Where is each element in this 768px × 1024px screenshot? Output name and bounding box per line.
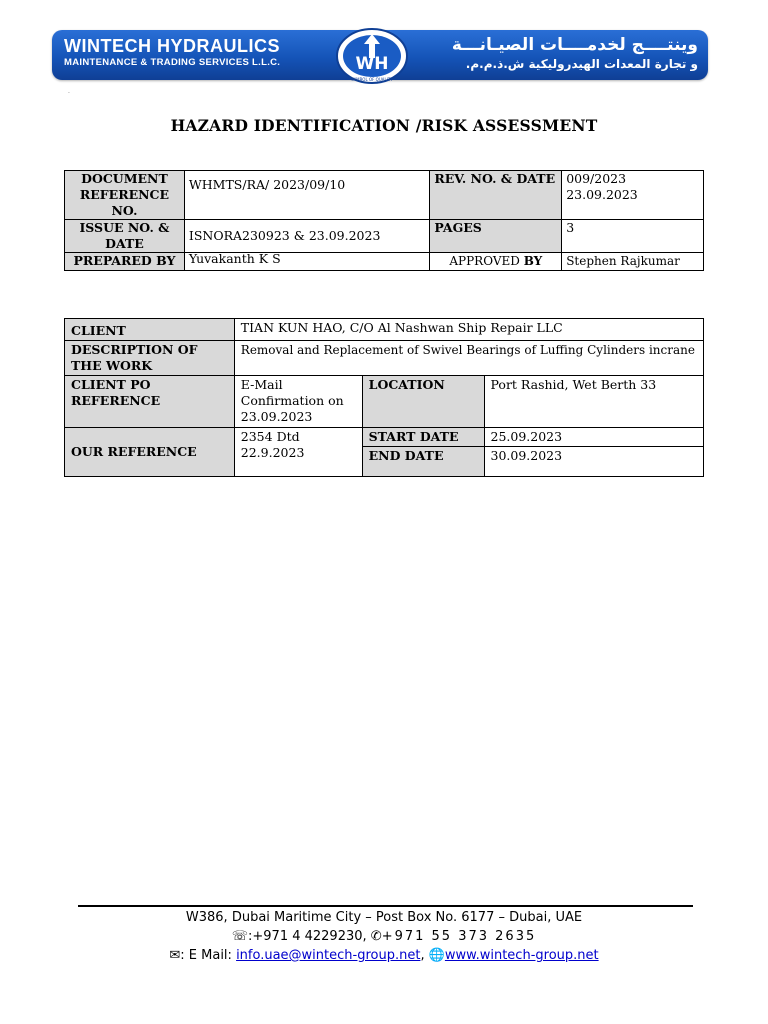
arabic-company-name: [418, 35, 698, 73]
company-name-block: [64, 36, 336, 70]
end-date-label: END DATE: [362, 447, 484, 477]
footer-contact-line: ✉: E Mail: info.uae@wintech-group.net, 🌐www.wintech-group.net: [169, 948, 599, 963]
mark-dot: .: [68, 88, 70, 95]
phone-icon: ☏: [231, 929, 248, 944]
pages-label: PAGES: [430, 220, 562, 253]
approved-label-b: BY: [523, 254, 543, 268]
company-banner: [52, 30, 708, 80]
prepared-value: Yuvakanth K S: [184, 253, 429, 271]
po-value: E-Mail Confirmation on 23.09.2023: [234, 376, 362, 428]
approved-label: [430, 253, 562, 271]
footer-address: W386, Dubai Maritime City – Post Box No. 6177 – Dubai, UAE: [185, 910, 583, 925]
our-ref-label: OUR REFERENCE: [65, 428, 235, 477]
logo-letters: WH: [355, 54, 389, 74]
document-info-table: [64, 170, 704, 271]
desc-label: DESCRIPTION OF THE WORK: [65, 341, 235, 376]
doc-ref-value: WHMTS/RA/ 2023/09/10: [184, 171, 429, 220]
page-title: HAZARD IDENTIFICATION /RISK ASSESSMENT: [170, 116, 598, 135]
logo-ring-text: SYMBOL OF QUALITY: [351, 77, 393, 82]
company-subtitle: MAINTENANCE & TRADING SERVICES L.L.C.: [64, 57, 281, 68]
page-footer: [0, 908, 768, 965]
location-label: LOCATION: [362, 376, 484, 428]
issue-label: ISSUE NO. & DATE: [65, 220, 185, 253]
envelope-icon: ✉: [169, 948, 181, 963]
company-name: WINTECH HYDRAULICS: [64, 36, 280, 56]
approved-label-a: APPROVED: [449, 254, 524, 268]
our-ref-value: 2354 Dtd 22.9.2023: [234, 428, 362, 477]
start-date-label: START DATE: [362, 428, 484, 447]
footer-email-label: : E Mail:: [180, 948, 237, 963]
location-value: Port Rashid, Wet Berth 33: [484, 376, 703, 428]
client-label: CLIENT: [65, 319, 235, 341]
globe-icon: 🌐: [428, 948, 445, 963]
doc-ref-label: DOCUMENT REFERENCE NO.: [65, 171, 185, 220]
issue-value: ISNORA230923 & 23.09.2023: [184, 220, 429, 253]
rev-cell: [562, 171, 704, 220]
footer-phone: :+971 4 4229230,: [248, 929, 371, 944]
po-label: CLIENT PO REFERENCE: [65, 376, 235, 428]
company-logo: [334, 28, 410, 84]
arabic-name-line1: وينتــــج لخدمــــات الصيـانـــة: [451, 35, 698, 55]
end-date-value: 30.09.2023: [484, 447, 703, 477]
prepared-label: PREPARED BY: [65, 253, 185, 271]
approved-value: Stephen Rajkumar: [562, 253, 704, 271]
email-link[interactable]: info.uae@wintech-group.net: [236, 948, 421, 963]
website-link[interactable]: www.wintech-group.net: [444, 948, 599, 963]
footer-phone-line: [0, 927, 768, 946]
footer-mobile: +971 55 373 2635: [381, 929, 537, 944]
client-value: TIAN KUN HAO, C/O Al Nashwan Ship Repair LLC: [234, 319, 703, 341]
rev-label: REV. NO. & DATE: [430, 171, 562, 220]
footer-rule: [78, 905, 693, 907]
start-date-value: 25.09.2023: [484, 428, 703, 447]
mobile-icon: ✆: [370, 929, 382, 944]
rev-date: 23.09.2023: [566, 187, 638, 202]
arabic-name-line2: و تجارة المعدات الهيدروليكية ش.ذ.م.م.: [465, 57, 698, 71]
desc-value: Removal and Replacement of Swivel Bearings of Luffing Cylinders incrane: [234, 341, 703, 376]
work-info-table: [64, 318, 704, 477]
rev-no: 009/2023: [566, 171, 627, 186]
pages-value: 3: [562, 220, 704, 253]
